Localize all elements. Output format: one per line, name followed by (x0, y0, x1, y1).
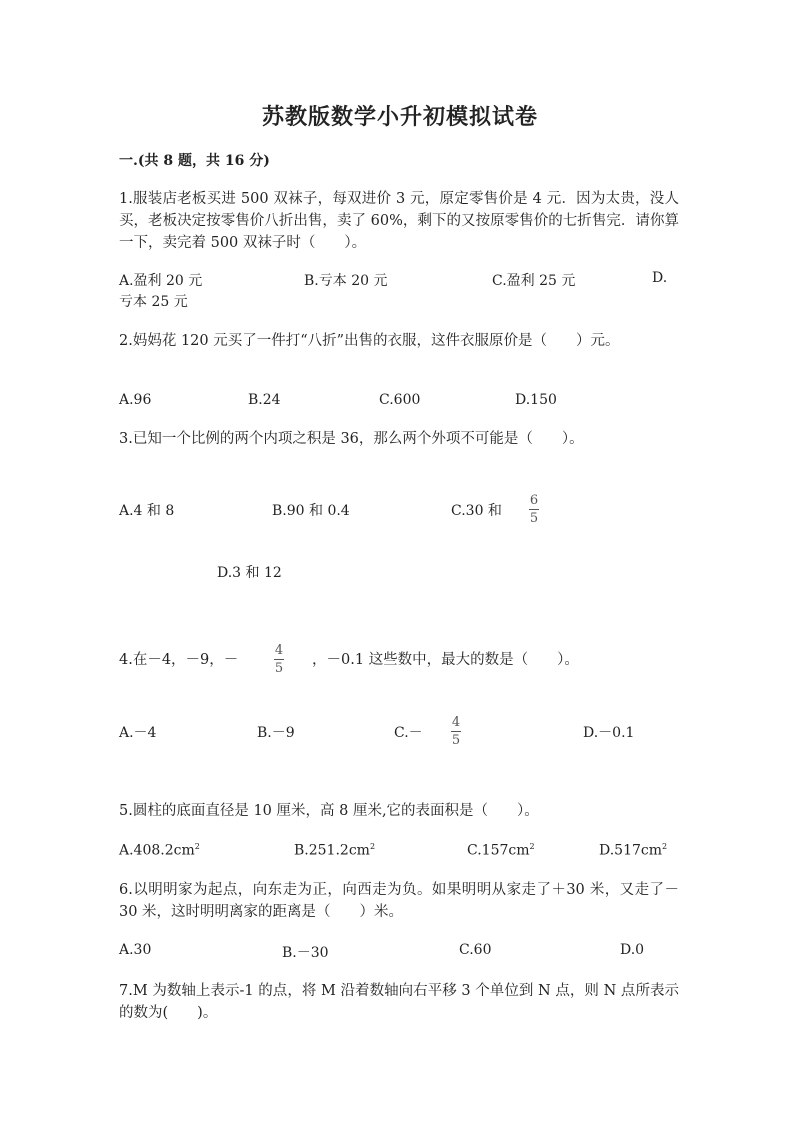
q5-option-c (467, 842, 535, 859)
q2-option-b: B.24 (248, 392, 281, 408)
fraction-denominator: 5 (529, 511, 539, 526)
question-3-text: 3.已知一个比例的两个内项之积是 36，那么两个外项不可能是（ ）。 (119, 431, 584, 447)
q2-option-c: C.600 (379, 392, 421, 408)
question-7-text: 7.M 为数轴上表示-1 的点，将 M 沿着数轴向右平移 3 个单位到 N 点，则 N 点所表示的数为( )。 (119, 983, 679, 1021)
q4-option-a: A.－4 (119, 725, 157, 741)
q1-option-c: C.盈利 25 元 (492, 273, 576, 289)
q6-option-b: B.－30 (282, 945, 329, 961)
question-5-text: 5.圆柱的底面直径是 10 厘米，高 8 厘米,它的表面积是（ ）。 (119, 803, 539, 819)
fraction-bar (451, 731, 461, 732)
q3-option-a: A.4 和 8 (119, 503, 175, 519)
fraction-numerator: 4 (451, 715, 461, 730)
question-4-text-before: 4.在－4，－9，－ (119, 652, 239, 668)
q5-option-a-text: A.408.2cm (119, 842, 195, 859)
q6-option-c: C.60 (459, 942, 492, 958)
section-heading: 一.(共 8 题，共 16 分) (119, 153, 270, 169)
q4-option-c: C.－ (394, 725, 423, 741)
q6-option-a: A.30 (119, 942, 152, 958)
q4-fraction (274, 644, 284, 675)
unit-superscript: 2 (662, 842, 668, 851)
q5-option-b-text: B.251.2cm (294, 842, 370, 859)
q5-option-c-text: C.157cm (467, 842, 530, 859)
q5-option-b (294, 842, 375, 859)
q4-option-c-fraction (451, 716, 461, 747)
fraction-bar (274, 659, 284, 660)
unit-superscript: 2 (529, 842, 535, 851)
question-6-text: 6.以明明家为起点，向东走为正，向西走为负。如果明明从家走了＋30 米，又走了－30 米，这时明明离家的距离是（ ）米。 (119, 882, 679, 920)
q2-option-a: A.96 (119, 392, 152, 408)
q3-option-d: D.3 和 12 (217, 565, 282, 581)
q4-option-b: B.－9 (257, 725, 295, 741)
q5-option-d-text: D.517cm (599, 842, 663, 859)
q1-option-d-letter: D. (652, 270, 668, 286)
q3-option-b: B.90 和 0.4 (272, 503, 350, 519)
q5-option-d (599, 842, 667, 859)
fraction-bar (529, 509, 539, 510)
unit-superscript: 2 (194, 842, 200, 851)
fraction-denominator: 5 (451, 733, 461, 748)
question-2-text: 2.妈妈花 120 元买了一件打“八折”出售的衣服，这件衣服原价是（ ）元。 (119, 333, 620, 349)
q5-option-a (119, 842, 200, 859)
q6-option-d: D.0 (620, 942, 645, 958)
fraction-numerator: 4 (274, 643, 284, 658)
q3-option-c-fraction (529, 494, 539, 525)
unit-superscript: 2 (369, 842, 376, 851)
page-title: 苏教版数学小升初模拟试卷 (261, 104, 538, 130)
fraction-numerator: 6 (529, 493, 539, 508)
q1-option-d-text: 亏本 25 元 (119, 294, 188, 310)
question-1-text: 1.服装店老板买进 500 双袜子，每双进价 3 元，原定零售价是 4 元．因为太贵，没人买，老板决定按零售价八折出售，卖了 60%，剩下的又按原零售价的七折售完．请你算一下，卖完着 500 双袜子时（ ）。 (119, 191, 679, 251)
q2-option-d: D.150 (515, 392, 557, 408)
q3-option-c: C.30 和 (451, 503, 502, 519)
question-4-text-after: ，－0.1 这些数中，最大的数是（ ）。 (312, 652, 579, 668)
q4-option-d: D.－0.1 (583, 725, 635, 741)
q1-option-a: A.盈利 20 元 (119, 273, 203, 289)
q1-option-b: B.亏本 20 元 (304, 273, 388, 289)
fraction-denominator: 5 (274, 661, 284, 676)
